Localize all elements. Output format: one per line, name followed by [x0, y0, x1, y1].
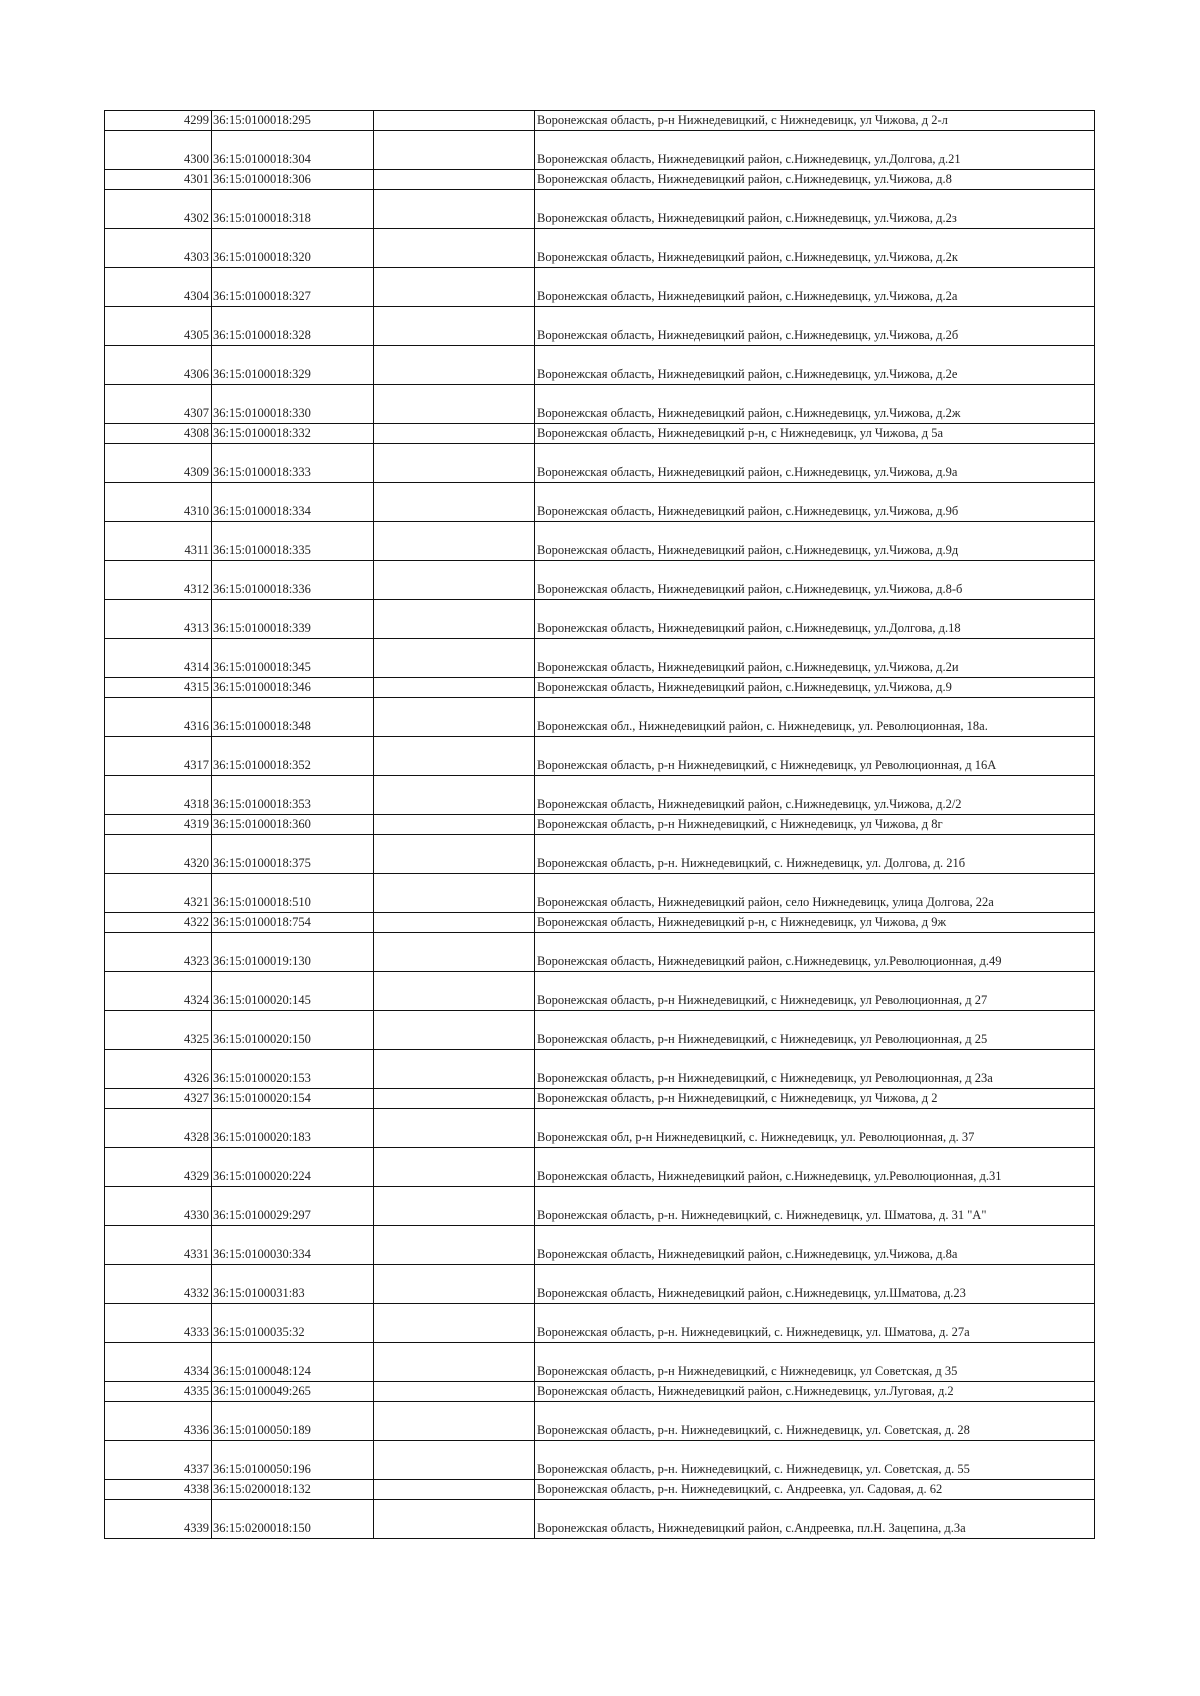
table-row: [105, 1187, 1095, 1226]
empty-cell: [374, 170, 535, 190]
cadastral-number: 36:15:0100018:306: [212, 170, 374, 190]
address-cell: Воронежская область, Нижнедевицкий район, с.Нижнедевицк, ул.Чижова, д.9б: [535, 483, 1095, 522]
table-row: [105, 1382, 1095, 1402]
table-row: [105, 933, 1095, 972]
cadastral-number: 36:15:0100018:327: [212, 268, 374, 307]
cadastral-number: 36:15:0100018:339: [212, 600, 374, 639]
address-cell: Воронежская область, Нижнедевицкий район, с.Нижнедевицк, ул.Чижова, д.8-б: [535, 561, 1095, 600]
table-row: [105, 1089, 1095, 1109]
address-cell: Воронежская область, Нижнедевицкий р-н, с Нижнедевицк, ул Чижова, д 9ж: [535, 913, 1095, 933]
table-row: [105, 1011, 1095, 1050]
empty-cell: [374, 522, 535, 561]
empty-cell: [374, 1382, 535, 1402]
table-row: [105, 815, 1095, 835]
empty-cell: [374, 561, 535, 600]
row-number: 4308: [105, 424, 212, 444]
row-number: 4305: [105, 307, 212, 346]
empty-cell: [374, 639, 535, 678]
table-row: [105, 111, 1095, 131]
cadastral-number: 36:15:0100018:318: [212, 190, 374, 229]
empty-cell: [374, 1265, 535, 1304]
table-row: [105, 1402, 1095, 1441]
address-cell: Воронежская область, Нижнедевицкий район, с.Нижнедевицк, ул.Революционная, д.49: [535, 933, 1095, 972]
address-cell: Воронежская область, р-н. Нижнедевицкий, с. Андреевка, ул. Садовая, д. 62: [535, 1480, 1095, 1500]
cadastral-number: 36:15:0100018:375: [212, 835, 374, 874]
empty-cell: [374, 1109, 535, 1148]
row-number: 4317: [105, 737, 212, 776]
table-row: [105, 639, 1095, 678]
table-row: [105, 913, 1095, 933]
cadastral-number: 36:15:0100018:754: [212, 913, 374, 933]
empty-cell: [374, 268, 535, 307]
table-row: [105, 483, 1095, 522]
table-row: [105, 1304, 1095, 1343]
table-row: [105, 268, 1095, 307]
row-number: 4303: [105, 229, 212, 268]
cadastral-number: 36:15:0100049:265: [212, 1382, 374, 1402]
empty-cell: [374, 307, 535, 346]
row-number: 4310: [105, 483, 212, 522]
table-row: [105, 1226, 1095, 1265]
address-cell: Воронежская область, р-н Нижнедевицкий, с Нижнедевицк, ул Революционная, д 27: [535, 972, 1095, 1011]
table-row: [105, 1441, 1095, 1480]
table-row: [105, 600, 1095, 639]
row-number: 4338: [105, 1480, 212, 1500]
row-number: 4322: [105, 913, 212, 933]
cadastral-number: 36:15:0200018:150: [212, 1500, 374, 1539]
cadastral-number: 36:15:0100018:348: [212, 698, 374, 737]
address-cell: Воронежская область, Нижнедевицкий район, с.Нижнедевицк, ул.Долгова, д.21: [535, 131, 1095, 170]
address-cell: Воронежская обл., Нижнедевицкий район, с. Нижнедевицк, ул. Революционная, 18а.: [535, 698, 1095, 737]
empty-cell: [374, 483, 535, 522]
cadastral-number: 36:15:0100018:304: [212, 131, 374, 170]
address-cell: Воронежская область, р-н Нижнедевицкий, с Нижнедевицк, ул Советская, д 35: [535, 1343, 1095, 1382]
table-row: [105, 835, 1095, 874]
address-cell: Воронежская область, Нижнедевицкий район, с.Нижнедевицк, ул.Чижова, д.2з: [535, 190, 1095, 229]
cadastral-number: 36:15:0100020:224: [212, 1148, 374, 1187]
row-number: 4302: [105, 190, 212, 229]
empty-cell: [374, 678, 535, 698]
cadastral-number: 36:15:0100018:334: [212, 483, 374, 522]
cadastral-number: 36:15:0100018:510: [212, 874, 374, 913]
table-row: [105, 190, 1095, 229]
table-row: [105, 972, 1095, 1011]
address-cell: Воронежская область, Нижнедевицкий район, с.Нижнедевицк, ул.Шматова, д.23: [535, 1265, 1095, 1304]
row-number: 4332: [105, 1265, 212, 1304]
cadastral-number: 36:15:0100030:334: [212, 1226, 374, 1265]
empty-cell: [374, 933, 535, 972]
address-cell: Воронежская область, р-н. Нижнедевицкий, с. Нижнедевицк, ул. Советская, д. 55: [535, 1441, 1095, 1480]
table-row: [105, 1050, 1095, 1089]
cadastral-number: 36:15:0100018:320: [212, 229, 374, 268]
cadastral-number: 36:15:0100018:352: [212, 737, 374, 776]
table-row: [105, 346, 1095, 385]
address-cell: Воронежская область, р-н. Нижнедевицкий, с. Нижнедевицк, ул. Советская, д. 28: [535, 1402, 1095, 1441]
empty-cell: [374, 815, 535, 835]
table-row: [105, 170, 1095, 190]
table-row: [105, 229, 1095, 268]
row-number: 4304: [105, 268, 212, 307]
row-number: 4299: [105, 111, 212, 131]
row-number: 4335: [105, 1382, 212, 1402]
address-cell: Воронежская область, Нижнедевицкий р-н, с Нижнедевицк, ул Чижова, д 5а: [535, 424, 1095, 444]
table-row: [105, 1480, 1095, 1500]
empty-cell: [374, 1187, 535, 1226]
cadastral-number: 36:15:0100018:336: [212, 561, 374, 600]
empty-cell: [374, 444, 535, 483]
address-cell: Воронежская обл, р-н Нижнедевицкий, с. Нижнедевицк, ул. Революционная, д. 37: [535, 1109, 1095, 1148]
address-cell: Воронежская область, Нижнедевицкий район, с.Нижнедевицк, ул.Чижова, д.9: [535, 678, 1095, 698]
empty-cell: [374, 1304, 535, 1343]
empty-cell: [374, 131, 535, 170]
table-row: [105, 1343, 1095, 1382]
empty-cell: [374, 385, 535, 424]
cadastral-number: 36:15:0100018:333: [212, 444, 374, 483]
table-row: [105, 307, 1095, 346]
cadastral-number: 36:15:0100020:154: [212, 1089, 374, 1109]
empty-cell: [374, 972, 535, 1011]
cadastral-number: 36:15:0100020:150: [212, 1011, 374, 1050]
empty-cell: [374, 1011, 535, 1050]
cadastral-number: 36:15:0100018:329: [212, 346, 374, 385]
cadastral-number: 36:15:0100031:83: [212, 1265, 374, 1304]
table-row: [105, 698, 1095, 737]
table-row: [105, 424, 1095, 444]
empty-cell: [374, 346, 535, 385]
row-number: 4327: [105, 1089, 212, 1109]
address-cell: Воронежская область, Нижнедевицкий район, с.Нижнедевицк, ул.Чижова, д.8: [535, 170, 1095, 190]
address-cell: Воронежская область, Нижнедевицкий район, с.Нижнедевицк, ул.Долгова, д.18: [535, 600, 1095, 639]
address-cell: Воронежская область, р-н Нижнедевицкий, с Нижнедевицк, ул Чижова, д 2: [535, 1089, 1095, 1109]
row-number: 4301: [105, 170, 212, 190]
row-number: 4318: [105, 776, 212, 815]
row-number: 4333: [105, 1304, 212, 1343]
empty-cell: [374, 1402, 535, 1441]
row-number: 4339: [105, 1500, 212, 1539]
empty-cell: [374, 1343, 535, 1382]
row-number: 4336: [105, 1402, 212, 1441]
empty-cell: [374, 600, 535, 639]
cadastral-number: 36:15:0100018:328: [212, 307, 374, 346]
row-number: 4313: [105, 600, 212, 639]
cadastral-number: 36:15:0100050:196: [212, 1441, 374, 1480]
cadastral-table: [104, 110, 1095, 1539]
row-number: 4314: [105, 639, 212, 678]
row-number: 4329: [105, 1148, 212, 1187]
address-cell: Воронежская область, Нижнедевицкий район, село Нижнедевицк, улица Долгова, 22а: [535, 874, 1095, 913]
address-cell: Воронежская область, Нижнедевицкий район, с.Нижнедевицк, ул.Чижова, д.2и: [535, 639, 1095, 678]
cadastral-number: 36:15:0100018:335: [212, 522, 374, 561]
row-number: 4300: [105, 131, 212, 170]
address-cell: Воронежская область, Нижнедевицкий район, с.Нижнедевицк, ул.Чижова, д.9д: [535, 522, 1095, 561]
address-cell: Воронежская область, р-н. Нижнедевицкий, с. Нижнедевицк, ул. Шматова, д. 27а: [535, 1304, 1095, 1343]
empty-cell: [374, 776, 535, 815]
address-cell: Воронежская область, Нижнедевицкий район, с.Нижнедевицк, ул.Чижова, д.9а: [535, 444, 1095, 483]
row-number: 4337: [105, 1441, 212, 1480]
row-number: 4323: [105, 933, 212, 972]
row-number: 4324: [105, 972, 212, 1011]
address-cell: Воронежская область, Нижнедевицкий район, с.Нижнедевицк, ул.Чижова, д.2а: [535, 268, 1095, 307]
empty-cell: [374, 1500, 535, 1539]
row-number: 4331: [105, 1226, 212, 1265]
empty-cell: [374, 1050, 535, 1089]
row-number: 4316: [105, 698, 212, 737]
empty-cell: [374, 111, 535, 131]
empty-cell: [374, 424, 535, 444]
row-number: 4326: [105, 1050, 212, 1089]
cadastral-number: 36:15:0100019:130: [212, 933, 374, 972]
table-body: [105, 111, 1095, 1539]
empty-cell: [374, 190, 535, 229]
cadastral-number: 36:15:0100035:32: [212, 1304, 374, 1343]
cadastral-number: 36:15:0100018:360: [212, 815, 374, 835]
empty-cell: [374, 913, 535, 933]
row-number: 4312: [105, 561, 212, 600]
empty-cell: [374, 1089, 535, 1109]
address-cell: Воронежская область, Нижнедевицкий район, с.Нижнедевицк, ул.Чижова, д.8а: [535, 1226, 1095, 1265]
empty-cell: [374, 1226, 535, 1265]
empty-cell: [374, 1480, 535, 1500]
row-number: 4309: [105, 444, 212, 483]
row-number: 4325: [105, 1011, 212, 1050]
table-row: [105, 678, 1095, 698]
row-number: 4330: [105, 1187, 212, 1226]
empty-cell: [374, 737, 535, 776]
cadastral-number: 36:15:0100050:189: [212, 1402, 374, 1441]
empty-cell: [374, 835, 535, 874]
table-row: [105, 385, 1095, 424]
row-number: 4319: [105, 815, 212, 835]
empty-cell: [374, 1148, 535, 1187]
cadastral-number: 36:15:0100018:330: [212, 385, 374, 424]
cadastral-number: 36:15:0100048:124: [212, 1343, 374, 1382]
table-row: [105, 1265, 1095, 1304]
row-number: 4334: [105, 1343, 212, 1382]
address-cell: Воронежская область, Нижнедевицкий район, с.Нижнедевицк, ул.Чижова, д.2ж: [535, 385, 1095, 424]
row-number: 4315: [105, 678, 212, 698]
table-row: [105, 561, 1095, 600]
address-cell: Воронежская область, Нижнедевицкий район, с.Андреевка, пл.Н. Зацепина, д.3а: [535, 1500, 1095, 1539]
row-number: 4307: [105, 385, 212, 424]
row-number: 4321: [105, 874, 212, 913]
cadastral-number: 36:15:0100018:353: [212, 776, 374, 815]
cadastral-number: 36:15:0100020:145: [212, 972, 374, 1011]
address-cell: Воронежская область, р-н Нижнедевицкий, с Нижнедевицк, ул Революционная, д 16А: [535, 737, 1095, 776]
row-number: 4311: [105, 522, 212, 561]
table-row: [105, 874, 1095, 913]
table-row: [105, 1500, 1095, 1539]
table-row: [105, 1109, 1095, 1148]
table-row: [105, 1148, 1095, 1187]
empty-cell: [374, 874, 535, 913]
address-cell: Воронежская область, Нижнедевицкий район, с.Нижнедевицк, ул.Чижова, д.2/2: [535, 776, 1095, 815]
empty-cell: [374, 1441, 535, 1480]
address-cell: Воронежская область, Нижнедевицкий район, с.Нижнедевицк, ул.Революционная, д.31: [535, 1148, 1095, 1187]
cadastral-number: 36:15:0100018:295: [212, 111, 374, 131]
row-number: 4320: [105, 835, 212, 874]
empty-cell: [374, 698, 535, 737]
cadastral-number: 36:15:0100018:332: [212, 424, 374, 444]
table-row: [105, 737, 1095, 776]
address-cell: Воронежская область, р-н Нижнедевицкий, с Нижнедевицк, ул Чижова, д 8г: [535, 815, 1095, 835]
row-number: 4306: [105, 346, 212, 385]
address-cell: Воронежская область, Нижнедевицкий район, с.Нижнедевицк, ул.Чижова, д.2б: [535, 307, 1095, 346]
table-row: [105, 444, 1095, 483]
empty-cell: [374, 229, 535, 268]
cadastral-number: 36:15:0100018:345: [212, 639, 374, 678]
address-cell: Воронежская область, р-н. Нижнедевицкий, с. Нижнедевицк, ул. Шматова, д. 31 "А": [535, 1187, 1095, 1226]
table-row: [105, 776, 1095, 815]
address-cell: Воронежская область, р-н Нижнедевицкий, с Нижнедевицк, ул Чижова, д 2-л: [535, 111, 1095, 131]
address-cell: Воронежская область, Нижнедевицкий район, с.Нижнедевицк, ул.Чижова, д.2к: [535, 229, 1095, 268]
table-row: [105, 131, 1095, 170]
address-cell: Воронежская область, Нижнедевицкий район, с.Нижнедевицк, ул.Чижова, д.2е: [535, 346, 1095, 385]
address-cell: Воронежская область, р-н. Нижнедевицкий, с. Нижнедевицк, ул. Долгова, д. 21б: [535, 835, 1095, 874]
address-cell: Воронежская область, р-н Нижнедевицкий, с Нижнедевицк, ул Революционная, д 25: [535, 1011, 1095, 1050]
cadastral-number: 36:15:0100018:346: [212, 678, 374, 698]
address-cell: Воронежская область, Нижнедевицкий район, с.Нижнедевицк, ул.Луговая, д.2: [535, 1382, 1095, 1402]
table-row: [105, 522, 1095, 561]
cadastral-number: 36:15:0100020:153: [212, 1050, 374, 1089]
row-number: 4328: [105, 1109, 212, 1148]
cadastral-number: 36:15:0100029:297: [212, 1187, 374, 1226]
address-cell: Воронежская область, р-н Нижнедевицкий, с Нижнедевицк, ул Революционная, д 23а: [535, 1050, 1095, 1089]
cadastral-number: 36:15:0100020:183: [212, 1109, 374, 1148]
cadastral-number: 36:15:0200018:132: [212, 1480, 374, 1500]
